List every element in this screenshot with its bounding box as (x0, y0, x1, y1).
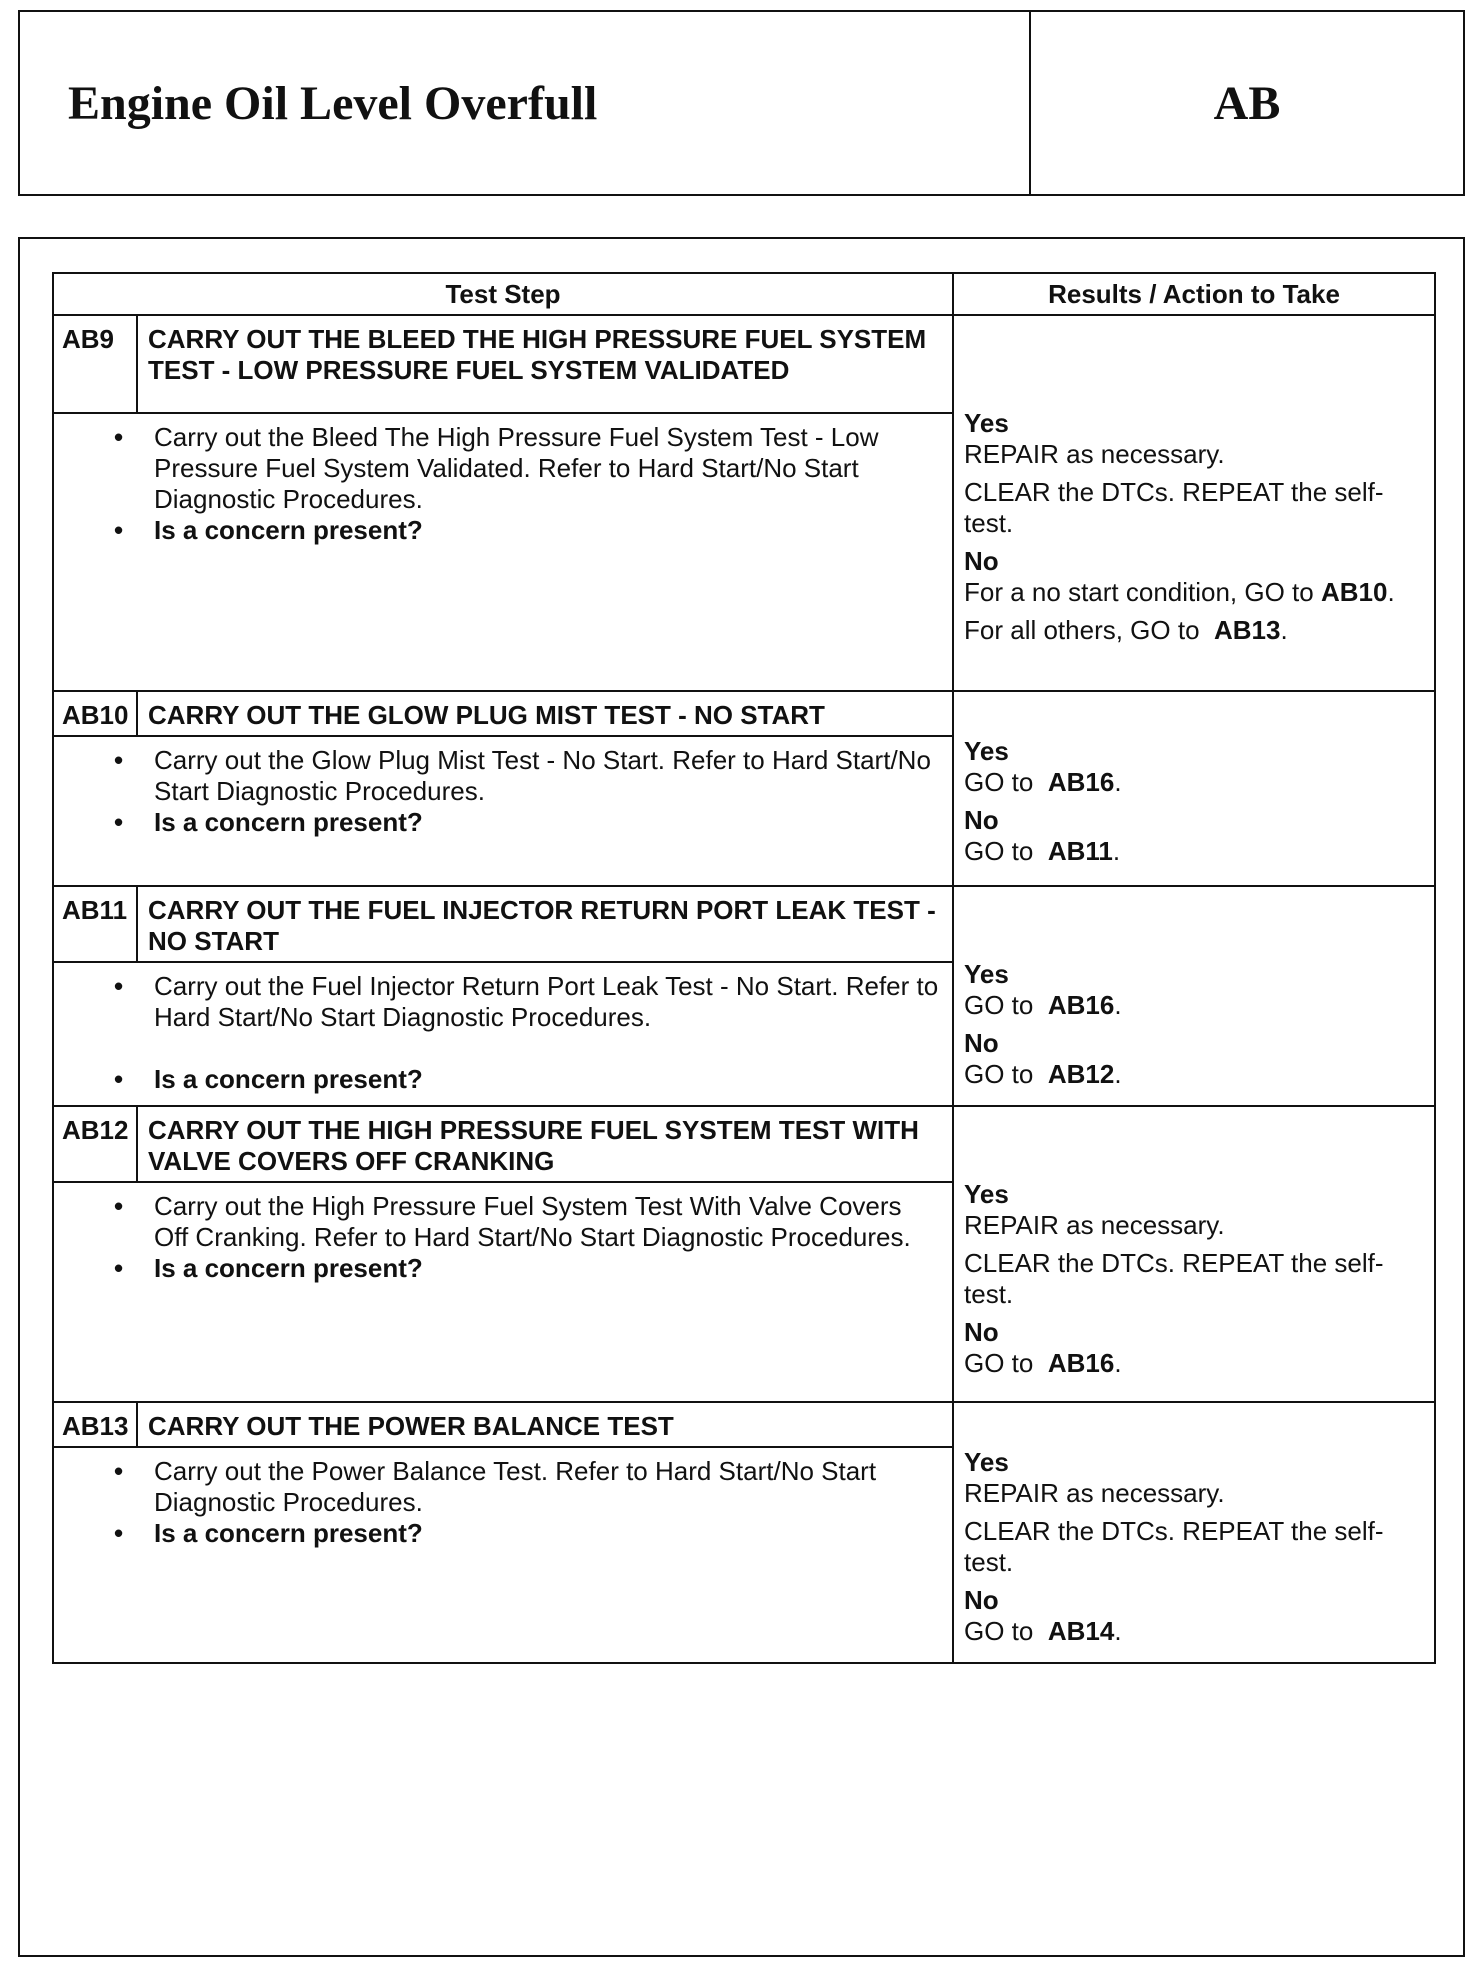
no-label: No (964, 805, 999, 835)
instruction-item: • Carry out the Fuel Injector Return Port Leak Test - No Start. Refer to Hard Start/No Start Diagnostic Procedures. (154, 971, 942, 1033)
yes-action: CLEAR the DTCs. REPEAT the self-test. (964, 477, 1384, 538)
table-header-row (53, 273, 1435, 315)
instruction-item: • Carry out the Power Balance Test. Refer to Hard Start/No Start Diagnostic Procedures. (154, 1456, 942, 1518)
yes-action: REPAIR as necessary. (964, 1478, 1225, 1508)
step-results (953, 886, 1435, 1106)
no-action-text: For a no start condition, GO to (964, 577, 1314, 607)
question-item: • Is a concern present? (154, 807, 942, 838)
instruction-list (54, 422, 942, 546)
step-results (953, 315, 1435, 691)
step-ref: AB16 (1047, 767, 1115, 797)
no-action: GO to AB14. (964, 1616, 1122, 1646)
step-title-row (53, 1106, 1435, 1182)
yes-action: GO to AB16. (964, 767, 1122, 797)
instruction-list (54, 1191, 942, 1284)
no-action-text: GO to (964, 1059, 1034, 1089)
step-id: AB11 (53, 886, 137, 962)
yes-label: Yes (964, 1179, 1009, 1209)
step-body (53, 1182, 953, 1402)
yes-label: Yes (964, 408, 1009, 438)
instruction-item: • Carry out the Bleed The High Pressure Fuel System Test - Low Pressure Fuel System Validated. Refer to Hard Start/No Start Diagnostic Procedures. (154, 422, 942, 515)
step-id: AB10 (53, 691, 137, 736)
yes-label: Yes (964, 1447, 1009, 1477)
page-header (18, 10, 1465, 196)
instruction-list (54, 971, 942, 1095)
step-title: CARRY OUT THE BLEED THE HIGH PRESSURE FUEL SYSTEM TEST - LOW PRESSURE FUEL SYSTEM VALIDATED (137, 315, 953, 413)
step-title-row (53, 315, 1435, 413)
step-body (53, 736, 953, 886)
yes-action: CLEAR the DTCs. REPEAT the self-test. (964, 1248, 1384, 1309)
no-label: No (964, 1317, 999, 1347)
no-action-text: GO to (964, 1348, 1034, 1378)
step-ref: AB12 (1047, 1059, 1115, 1089)
step-title: CARRY OUT THE FUEL INJECTOR RETURN PORT LEAK TEST - NO START (137, 886, 953, 962)
step-id: AB9 (53, 315, 137, 413)
yes-action: CLEAR the DTCs. REPEAT the self-test. (964, 1516, 1384, 1577)
yes-action: GO to AB16. (964, 990, 1122, 1020)
step-body (53, 413, 953, 691)
step-body (53, 1447, 953, 1663)
step-results (953, 1402, 1435, 1663)
section-code: AB (1213, 76, 1281, 130)
step-id: AB13 (53, 1402, 137, 1447)
instruction-item: • Carry out the Glow Plug Mist Test - No Start. Refer to Hard Start/No Start Diagnostic Procedures. (154, 745, 942, 807)
no-action: For a no start condition, GO to AB10. (964, 577, 1395, 607)
step-results (953, 1106, 1435, 1402)
step-title: CARRY OUT THE POWER BALANCE TEST (137, 1402, 953, 1447)
yes-action: REPAIR as necessary. (964, 439, 1225, 469)
no-action-text: GO to (964, 836, 1034, 866)
page-title: Engine Oil Level Overfull (20, 12, 1031, 194)
step-results (953, 691, 1435, 886)
no-label: No (964, 546, 999, 576)
step-ref: AB11 (1047, 836, 1113, 866)
question-item: • Is a concern present? (154, 1064, 942, 1095)
no-action: GO to AB11. (964, 836, 1121, 866)
step-title-row (53, 691, 1435, 736)
yes-action-text: GO to (964, 990, 1034, 1020)
column-header-results: Results / Action to Take (953, 273, 1435, 315)
test-step-table (52, 272, 1436, 1664)
step-id: AB12 (53, 1106, 137, 1182)
yes-label: Yes (964, 736, 1009, 766)
step-title-row (53, 1402, 1435, 1447)
instruction-item: • Carry out the High Pressure Fuel System Test With Valve Covers Off Cranking. Refer to Hard Start/No Start Diagnostic Procedures. (154, 1191, 942, 1253)
question-item: • Is a concern present? (154, 515, 942, 546)
question-item: • Is a concern present? (154, 1518, 942, 1549)
no-label: No (964, 1585, 999, 1615)
no-action-text: GO to (964, 1616, 1034, 1646)
yes-label: Yes (964, 959, 1009, 989)
step-title: CARRY OUT THE GLOW PLUG MIST TEST - NO START (137, 691, 953, 736)
yes-action-text: GO to (964, 767, 1034, 797)
no-action: GO to AB16. (964, 1348, 1122, 1378)
column-header-test-step: Test Step (53, 273, 953, 315)
step-title: CARRY OUT THE HIGH PRESSURE FUEL SYSTEM TEST WITH VALVE COVERS OFF CRANKING (137, 1106, 953, 1182)
no-action: GO to AB12. (964, 1059, 1122, 1089)
step-body (53, 962, 953, 1106)
no-action-text: For all others, GO to (964, 615, 1200, 645)
step-ref: AB16 (1047, 1348, 1115, 1378)
instruction-list (54, 1456, 942, 1549)
step-ref: AB13 (1214, 615, 1281, 645)
step-ref: AB10 (1320, 577, 1388, 607)
yes-action: REPAIR as necessary. (964, 1210, 1225, 1240)
step-ref: AB16 (1047, 990, 1115, 1020)
no-action: For all others, GO to AB13. (964, 615, 1288, 645)
question-item: • Is a concern present? (154, 1253, 942, 1284)
step-title-row (53, 886, 1435, 962)
step-ref: AB14 (1047, 1616, 1115, 1646)
no-label: No (964, 1028, 999, 1058)
instruction-list (54, 745, 942, 838)
